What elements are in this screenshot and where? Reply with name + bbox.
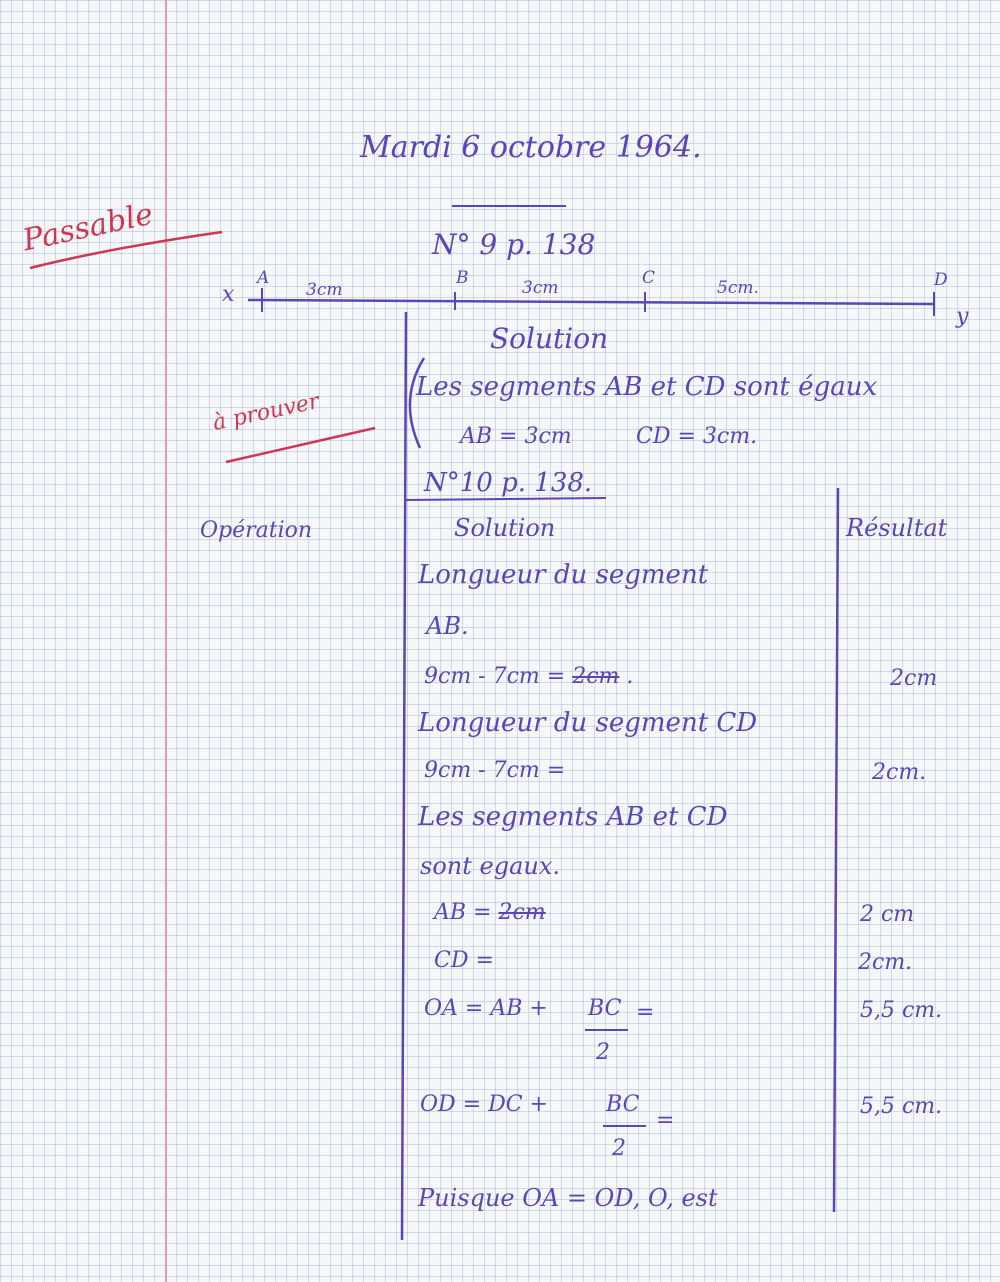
exercise-10-number: N°10 p. 138. (424, 468, 593, 498)
solution-line-6: Les segments AB et CD (418, 802, 728, 832)
result-line-5: 2cm. (872, 760, 927, 785)
solution-line-2: AB. (426, 612, 469, 640)
distance-ab: 3cm (306, 280, 343, 300)
axis-label-y: y (956, 304, 969, 329)
point-label-c: C (642, 268, 656, 288)
solution-line-4: Longueur du segment CD (418, 708, 758, 738)
fraction-oa-numerator: BC (588, 996, 622, 1021)
fraction-oa-denominator: 2 (596, 1040, 610, 1065)
solution-line-10-tail: = (636, 1000, 655, 1025)
grade-note: à prouver (210, 389, 322, 436)
result-line-9: 2cm. (858, 950, 913, 975)
fraction-od-numerator: BC (606, 1092, 640, 1117)
exercise-9-value-cd: CD = 3cm. (636, 424, 758, 449)
grade-passable: Passable (19, 196, 157, 259)
note-underline (226, 428, 375, 462)
exercise-9-solution-title: Solution (490, 322, 609, 355)
column-header-solution: Solution (454, 514, 556, 542)
number-line-axis (248, 300, 934, 304)
solution-line-8 (434, 900, 546, 925)
fraction-od-denominator: 2 (612, 1136, 626, 1161)
solution-line-12: Puisque OA = OD, O, est (418, 1184, 718, 1212)
solution-line-1: Longueur du segment (418, 560, 709, 590)
ex10-number-rule (405, 498, 606, 500)
distance-cd: 5cm. (717, 278, 759, 298)
point-label-b: B (456, 268, 469, 288)
solution-line-3-text: 9cm - 7cm = (424, 664, 566, 689)
axis-label-x: x (222, 282, 235, 307)
solution-line-11-tail: = (656, 1108, 675, 1133)
solution-line-11: OD = DC + (420, 1092, 548, 1117)
solution-column-left-rule (402, 312, 406, 1240)
solution-line-3 (424, 664, 633, 689)
result-column-rule (834, 488, 838, 1212)
point-label-a: A (257, 268, 270, 288)
solution-line-10: OA = AB + (424, 996, 548, 1021)
solution-line-7: sont egaux. (420, 852, 560, 880)
result-line-8: 2 cm (860, 902, 915, 927)
distance-bc: 3cm (522, 278, 559, 298)
result-line-3: 2cm (890, 666, 938, 691)
solution-line-3-tail: . (626, 664, 634, 689)
solution-line-8-struck: 2cm (498, 900, 546, 925)
column-header-result: Résultat (846, 514, 948, 542)
column-header-operation: Opération (200, 518, 313, 543)
solution-line-8-text: AB = (434, 900, 492, 925)
result-line-10: 5,5 cm. (860, 998, 943, 1023)
exercise-9-number: N° 9 p. 138 (432, 228, 596, 261)
solution-line-9: CD = (434, 948, 494, 973)
exercise-9-statement: Les segments AB et CD sont égaux (416, 372, 878, 402)
exercise-9-value-ab: AB = 3cm (460, 424, 572, 449)
result-line-11: 5,5 cm. (860, 1094, 943, 1119)
solution-line-3-struck: 2cm (572, 664, 620, 689)
solution-line-5: 9cm - 7cm = (424, 758, 566, 783)
point-label-d: D (934, 270, 948, 290)
page-date: Mardi 6 octobre 1964. (360, 130, 702, 165)
